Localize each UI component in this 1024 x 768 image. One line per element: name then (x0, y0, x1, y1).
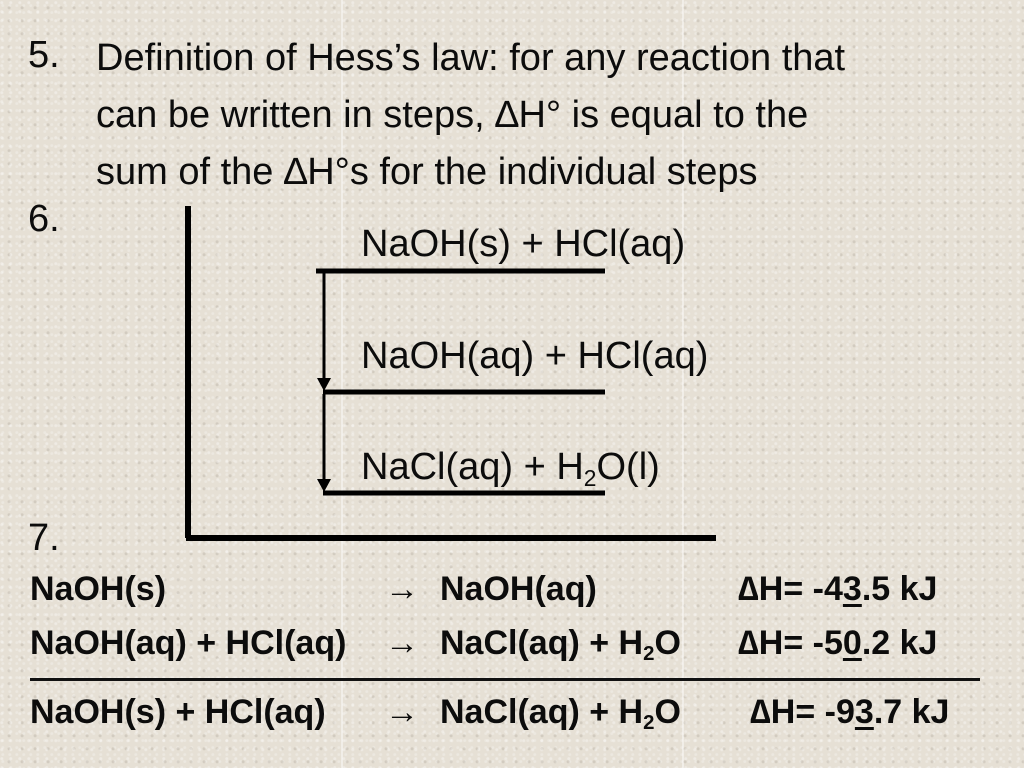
definition-line-3: sum of the ∆H°s for the individual steps (96, 151, 758, 193)
delta-h: ∆H= -93.7 kJ (750, 693, 950, 731)
arrow-icon: → (385, 693, 419, 731)
product: NaCl(aq) + $H_2O$ (440, 624, 681, 666)
reactant: NaOH(s) + HCl(aq) (30, 693, 326, 731)
delta-h: ∆H= -50.2 kJ (738, 624, 938, 662)
reactant: NaOH(s) (30, 570, 167, 608)
delta-h: ∆H= -43.5 kJ (738, 570, 938, 608)
level-label-reactants: NaOH(s) + HCl(aq) (361, 223, 686, 265)
item-number-5: 5. (28, 34, 60, 76)
arrow-step-2 (317, 394, 331, 492)
item-number-6: 6. (28, 198, 60, 240)
definition-line-1: Definition of Hess’s law: for any reaction that (96, 37, 846, 79)
equation-total (30, 689, 990, 735)
item-number-7: 7. (28, 517, 60, 559)
reactant: NaOH(aq) + HCl(aq) (30, 624, 347, 662)
arrow-step-1 (317, 273, 331, 391)
equation-row-2 (30, 620, 990, 666)
level-label-intermediate: NaOH(aq) + HCl(aq) (361, 335, 709, 377)
sum-divider (30, 678, 980, 681)
product: NaOH(aq) (440, 570, 597, 608)
product: NaCl(aq) + $H_2O$ (440, 693, 681, 735)
arrow-icon: → (385, 570, 419, 608)
equation-row-1 (30, 566, 990, 612)
definition-line-2: can be written in steps, ∆H° is equal to the (96, 94, 809, 136)
level-label-products: NaCl(aq) + $H_2O(l)$ (361, 446, 660, 491)
arrow-icon: → (385, 624, 419, 662)
